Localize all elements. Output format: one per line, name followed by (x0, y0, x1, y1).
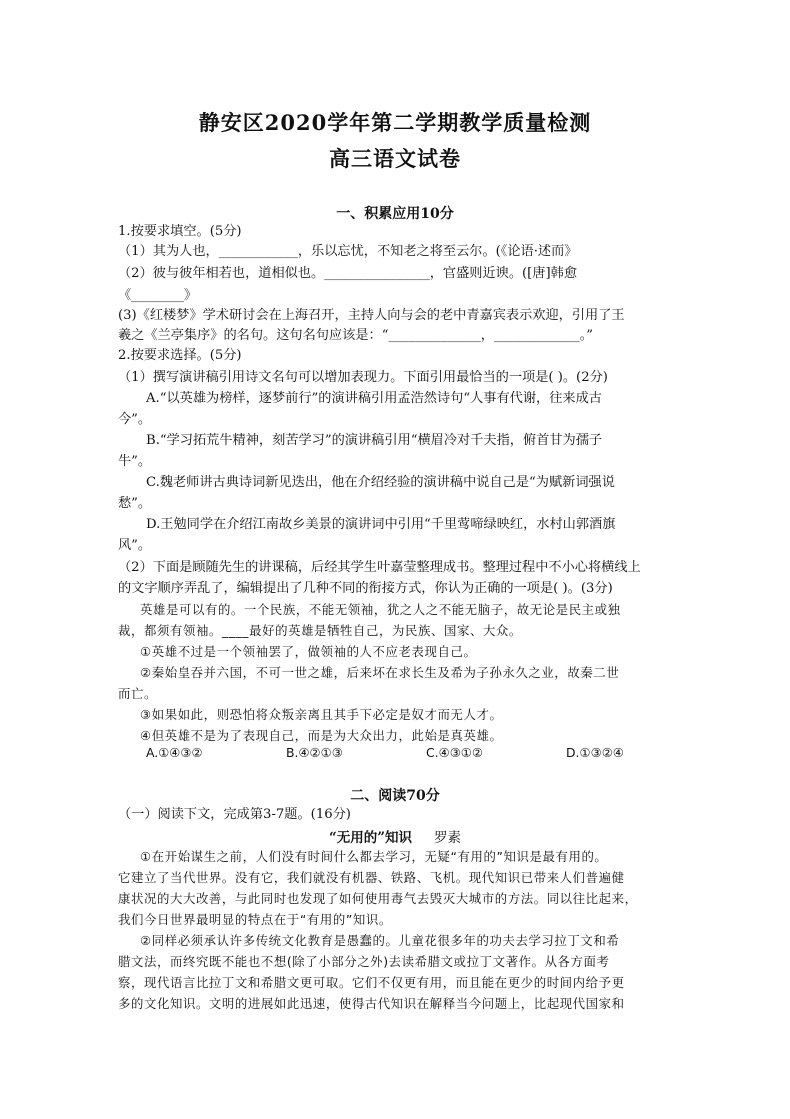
option-a: A.①④③② (146, 745, 203, 760)
reading-heading: （一）阅读下文，完成第3-7题。(16分) (118, 807, 351, 822)
article-line: 多的文化知识。文明的进展如此迅速，使得古代知识在解释当今问题上，比起现代国家和 (118, 996, 625, 1011)
article-line: 我们今日世界最明显的特点在于“有用的”知识。 (118, 912, 392, 927)
passage-line: 而亡。 (118, 686, 157, 701)
option-line: A.“以英雄为榜样，逐梦前行”的演讲稿引用孟浩然诗句“人事有代谢，往来成古 (146, 391, 602, 406)
section-heading-1: 一、积累应用10分 (336, 206, 454, 222)
article-line: 腊文法，而终究既不能也不想(除了小部分之外)去读希腊文或拉丁文著作。从各方面考 (118, 954, 610, 969)
option-line: 今”。 (118, 412, 152, 427)
article-line: 康状况的大大改善，与此同时也发现了如何使用毒气去毁灭大城市的方法。同以往比起来， (118, 891, 638, 906)
question-1-line: 羲之《兰亭集序》的名句。这句名句应该是：“______________，_____________。” (118, 328, 594, 343)
passage-line: ②秦始皇吞并六国，不可一世之雄，后来坏在求长生及希为子孙永久之业，故秦二世 (140, 665, 620, 680)
option-line: 愁”。 (118, 496, 152, 511)
option-line: D.王勉同学在介绍江南故乡美景的演讲词中引用“千里莺啼绿映红，水村山郭酒旗 (146, 517, 616, 532)
passage-line: 英雄是可以有的。一个民族，不能无领袖，犹之人之不能无脑子，故无论是民主或独 (140, 602, 621, 617)
question-1-line: 《________》 (118, 288, 198, 303)
question-2-heading: 2.按要求选择。(5分) (118, 348, 242, 363)
article-line: ①在开始谋生之前，人们没有时间什么都去学习，无疑“有用的”知识是最有用的。 (140, 849, 608, 864)
passage-line: ④但英雄不是为了表现自己，而是为大众出力，此始是真英雄。 (140, 728, 503, 743)
question-1-heading: 1.按要求填空。(5分) (118, 224, 242, 239)
passage-line: 裁，都须有领袖。____最好的英雄是牺牲自己，为民族、国家、大众。 (118, 623, 522, 638)
question-1-line: （1）其为人也，____________，乐以忘忧，不知老之将至云尔。(《论语·述而》 (118, 244, 578, 259)
article-line: ②同样必须承认许多传统文化教育是愚蠢的。儿童花很多年的功夫去学习拉丁文和希 (140, 933, 620, 948)
article-line: 察，现代语言比拉丁文和希腊文更可取。它们不仅更有用，而且能在更少的时间内给予更 (118, 975, 625, 990)
option-b: B.④②①③ (286, 745, 343, 760)
exam-subtitle: 高三语文试卷 (329, 146, 461, 171)
question-2-line: （2）下面是顾随先生的讲课稿，后经其学生叶嘉莹整理成书。整理过程中不小心将横线上 (118, 560, 641, 575)
question-1-line: (3)《红楼梦》学术研讨会在上海召开，主持人向与会的老中青嘉宾表示欢迎，引用了王 (118, 308, 625, 323)
article-line: 它建立了当代世界。没有它，我们就没有机器、铁路、飞机。现代知识已带来人们普遍健 (118, 870, 625, 885)
question-2-line: （1）撰写演讲稿引用诗文名句可以增加表现力。下面引用最恰当的一项是( )。(2分) (118, 370, 608, 385)
option-line: C.魏老师讲古典诗词新见迭出，他在介绍经验的演讲稿中说自己是“为赋新词强说 (146, 475, 615, 490)
exam-title: 静安区2020学年第二学期教学质量检测 (198, 110, 592, 135)
option-c: C.④③①② (426, 745, 484, 760)
article-title-line (0, 826, 790, 846)
question-2-line: 的文字顺序弄乱了，编辑提出了几种不同的衔接方式，你认为正确的一项是( )。(3分) (118, 581, 613, 596)
passage-line: ①英雄不过是一个领袖罢了，做领袖的人不应老表现自己。 (140, 644, 477, 659)
option-line: B.“学习拓荒牛精神，刻苦学习”的演讲稿引用“横眉冷对千夫指，俯首甘为孺子 (146, 433, 603, 448)
option-line: 牛”。 (118, 454, 152, 469)
question-1-line: （2）彼与彼年相若也，道相似也。________________，官盛则近谀。([唐]韩愈 (118, 266, 578, 281)
option-d: D.①③②④ (566, 745, 624, 760)
section-heading-2: 二、阅读70分 (350, 788, 440, 804)
passage-line: ③如果如此，则恐怕将众叛亲离且其手下必定是奴才而无人才。 (140, 707, 503, 722)
option-line: 风”。 (118, 538, 152, 553)
article-author: 罗素 (434, 830, 462, 846)
article-title: “无用的”知识 (328, 830, 413, 846)
